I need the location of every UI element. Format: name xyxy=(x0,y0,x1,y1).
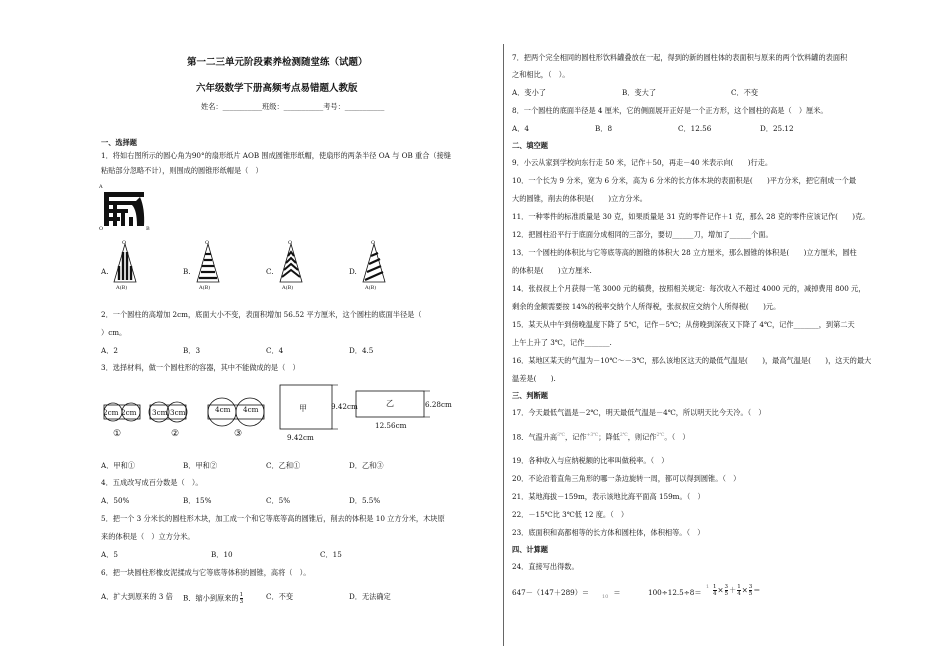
q5-option-b: B．10 xyxy=(211,550,233,559)
q14-text-2: 剩余的金额需要按 14%的税率交纳个人所得税，张叔叔应交纳个人所得税( )元。 xyxy=(512,302,781,311)
q3-circle-3b-label: 4cm xyxy=(243,405,259,414)
q1-text-2: 粘贴部分忽略不计），则围成的圆锥形纸帽是（ ） xyxy=(101,166,263,175)
q10-text-2: 大的圆锥，削去的体积是( )立方分米。 xyxy=(512,194,647,203)
q2-option-c: C．4 xyxy=(266,346,284,355)
calc-item-3: 100÷12.5÷8＝ xyxy=(648,588,702,597)
q24-text: 24．直接写出得数。 xyxy=(512,562,579,571)
q3-circle-3-label: 4cm xyxy=(215,405,231,414)
cone-b-bottom-label: A(B) xyxy=(199,285,211,291)
section-heading-choice: 一、选择题 xyxy=(101,138,137,147)
q4-option-a: A．50% xyxy=(101,496,130,505)
q6-fraction: $\frac{1}{3}$ xyxy=(239,592,244,605)
q3-yi-label: 乙 xyxy=(386,399,394,408)
q3-jia-side: 9.42cm xyxy=(331,402,358,411)
q7-option-c: C．不变 xyxy=(731,88,759,97)
calc-item-4: $\frac{1}{4}$ × $\frac{3}{5}$ ＋ $\frac{1}{4}$ × $\frac{3}{5}$ ＝ xyxy=(713,584,761,597)
q18-text: 18．气温升高$^{3℃}$，记作$^{+3℃}$；降低$^{2℃}$，则记作$^{2℃}$。（ ） xyxy=(512,432,690,442)
q1-label-o: O xyxy=(99,226,104,232)
section-heading-judge: 三、判断题 xyxy=(512,391,548,400)
q3-option-b: B．甲和② xyxy=(183,461,218,470)
q16-text: 16．某地区某天的气温为－10℃～－3℃，那么该地区这天的最低气温是( )，最高气温是( )，这天的最大 xyxy=(512,356,872,365)
q5-option-a: A．5 xyxy=(101,550,118,559)
cone-c-bottom-label: A(B) xyxy=(282,285,294,291)
section-heading-calc: 四、计算题 xyxy=(512,545,548,554)
cone-b-top-label: O xyxy=(205,240,210,246)
q3-jia-label: 甲 xyxy=(299,404,307,413)
section-heading-fill: 二、填空题 xyxy=(512,141,548,150)
q20-text: 20．不论沿着直角三角形的哪一条边旋转一周，都可以得到圆锥。（ ） xyxy=(512,474,741,483)
q3-option-a: A．甲和① xyxy=(101,461,135,470)
page-subtitle: 六年级数学下册高频考点易错题人教版 xyxy=(196,83,358,94)
q6-option-d: D．无法确定 xyxy=(349,592,391,601)
q7-text-2: 之和相比，（ ）。 xyxy=(512,70,570,79)
q6-option-a: A．扩大到原来的 3 倍 xyxy=(101,592,173,601)
q1-label-a: A xyxy=(99,184,103,190)
q8-option-b: B．8 xyxy=(595,124,613,133)
column-divider xyxy=(503,44,504,646)
q3-yi-side: 6.28cm xyxy=(425,400,452,409)
q4-option-b: B．15% xyxy=(183,496,212,505)
calc-item-1: 647－（147＋289）＝ xyxy=(512,588,590,597)
calc-item-4-prefix: 1 xyxy=(706,584,710,590)
calc-item-2: $_{10}$ ＝ xyxy=(602,588,621,600)
q3-jia-bottom: 9.42cm xyxy=(287,433,314,442)
q3-option-d: D．乙和③ xyxy=(349,461,384,470)
q4-option-d: D．5.5% xyxy=(349,496,381,505)
q11-text: 11．一种零件的标准质量是 30 克，如果质量是 31 克的零件记作＋1 克，那么 28 克的零件应该记作( )克。 xyxy=(512,212,870,221)
q1-option-c: C. xyxy=(266,267,274,276)
cone-c-top-label: O xyxy=(288,240,293,246)
q1-label-b: B xyxy=(146,226,150,232)
q4-text: 4．五成改写成百分数是（ ）。 xyxy=(101,478,203,487)
q12-text: 12．把圆柱沿平行于底面分成相同的三部分，要切______刀，增加了______个面。 xyxy=(512,230,773,239)
q4-option-c: C．5% xyxy=(266,496,291,505)
q7-option-b: B．变大了 xyxy=(622,88,657,97)
q2-option-d: D．4.5 xyxy=(349,346,374,355)
q19-text: 19．各种收入与应纳税额的比率叫做税率。（ ） xyxy=(512,456,669,465)
q3-item-1: ① xyxy=(113,429,122,439)
q15-text: 15．某天从中午到傍晚温度下降了 5℃，记作－5℃；从傍晚到深夜又下降了 4℃，记作_______，到第二天 xyxy=(512,320,855,329)
q10-text: 10．一个长为 9 分米，宽为 6 分米，高为 6 分米的长方体木块的表面积是( )平方分米，把它削成一个最 xyxy=(512,176,857,185)
q23-text: 23．底面积和高都相等的长方体和圆柱体，体积相等。（ ） xyxy=(512,528,705,537)
cone-d-top-label: O xyxy=(371,240,376,246)
q3-text: 3．选择材料，做一个圆柱形的容器，其中不能做成的是（ ） xyxy=(101,363,300,372)
page-title: 第一二三单元阶段素养检测随堂练（试题） xyxy=(187,57,368,68)
q21-text: 21．某地海拔－159m，表示该地比海平面高 159m。（ ） xyxy=(512,492,705,501)
q3-circle-2-label: 3cm xyxy=(152,408,168,417)
q1-text: 1．将如右图所示的圆心角为90°的扇形纸片 AOB 围成圆锥形纸帽，使扇形的两条半径 OA 与 OB 重合（接缝 xyxy=(101,151,451,160)
q8-option-c: C．12.56 xyxy=(678,124,712,133)
q6-option-b: B．缩小到原来的 $\frac{1}{3}$ xyxy=(183,592,244,605)
q15-text-2: 上午上升了 3℃，记作_______. xyxy=(512,338,612,347)
q3-option-c: C．乙和① xyxy=(266,461,301,470)
q1-option-d: D. xyxy=(349,267,357,276)
q1-option-a: A. xyxy=(101,267,109,276)
q3-item-3: ③ xyxy=(234,429,243,439)
q5-text-2: 来的体积是（ ）立方分米。 xyxy=(101,532,195,541)
q5-text: 5．把一个 3 分米长的圆柱形木块，加工成一个和它等底等高的圆锥后，削去的体积是 10 立方分米，木块原 xyxy=(101,514,445,523)
q14-text: 14．张叔叔上个月获得一笔 3000 元的稿费，按照相关规定：每次收入不超过 4000 元的，减掉费用 800 元， xyxy=(512,284,866,293)
q22-text: 22．－15℃比 3℃低 12 度。（ ） xyxy=(512,510,629,519)
q5-option-c: C．15 xyxy=(320,550,342,559)
q2-option-a: A．2 xyxy=(101,346,118,355)
q3-item-2: ② xyxy=(171,429,180,439)
q6-text: 6．把一块圆柱形橡皮泥揉成与它等底等体积的圆锥，高将（ ）。 xyxy=(101,568,311,577)
q8-option-a: A．4 xyxy=(512,124,529,133)
q9-text: 9．小云从家到学校向东行走 50 米，记作＋50，再走－40 米表示向( )行走。 xyxy=(512,158,773,167)
q13-text: 13．一个圆柱的体积比与它等底等高的圆锥的体积大 28 立方厘米，那么圆锥的体积是( )立方厘米，圆柱 xyxy=(512,248,857,257)
q17-text: 17．今天最低气温是－2℃，明天最低气温是－4℃，所以明天比今天冷。（ ） xyxy=(512,408,766,417)
q13-text-2: 的体积是( )立方厘米. xyxy=(512,266,592,275)
student-info-line: 姓名：___________班级：___________考号：___________ xyxy=(201,102,385,111)
q7-option-a: A．变小了 xyxy=(512,88,546,97)
q2-option-b: B．3 xyxy=(183,346,201,355)
cone-a-top-label: O xyxy=(122,240,127,246)
q2-text-2: ）cm。 xyxy=(101,328,127,337)
q3-circle-1b-label: 2cm xyxy=(121,408,137,417)
q8-option-d: D．25.12 xyxy=(760,124,794,133)
q16-text-2: 温差是( ). xyxy=(512,374,556,383)
cone-d-bottom-label: A(B) xyxy=(365,285,377,291)
q7-text: 7．把两个完全相同的圆柱形饮料罐叠放在一起，得到的新的圆柱体的表面积与原来的两个饮料罐的表面积 xyxy=(512,53,848,62)
cone-a-bottom-label: A(B) xyxy=(116,285,128,291)
q3-circle-1-label: 2cm xyxy=(103,408,119,417)
q3-circle-2b-label: 3cm xyxy=(170,408,186,417)
q6-option-c: C．不变 xyxy=(266,592,294,601)
q1-option-b: B. xyxy=(183,267,191,276)
q2-text: 2．一个圆柱的高增加 2cm，底面大小不变，表面积增加 56.52 平方厘米，这个圆柱的底面半径是（ xyxy=(101,310,422,319)
q8-text: 8．一个圆柱的底面半径是 4 厘米，它的侧面展开正好是一个正方形，这个圆柱的高是（ ）厘米。 xyxy=(512,106,828,115)
q3-yi-bottom: 12.56cm xyxy=(375,421,407,430)
